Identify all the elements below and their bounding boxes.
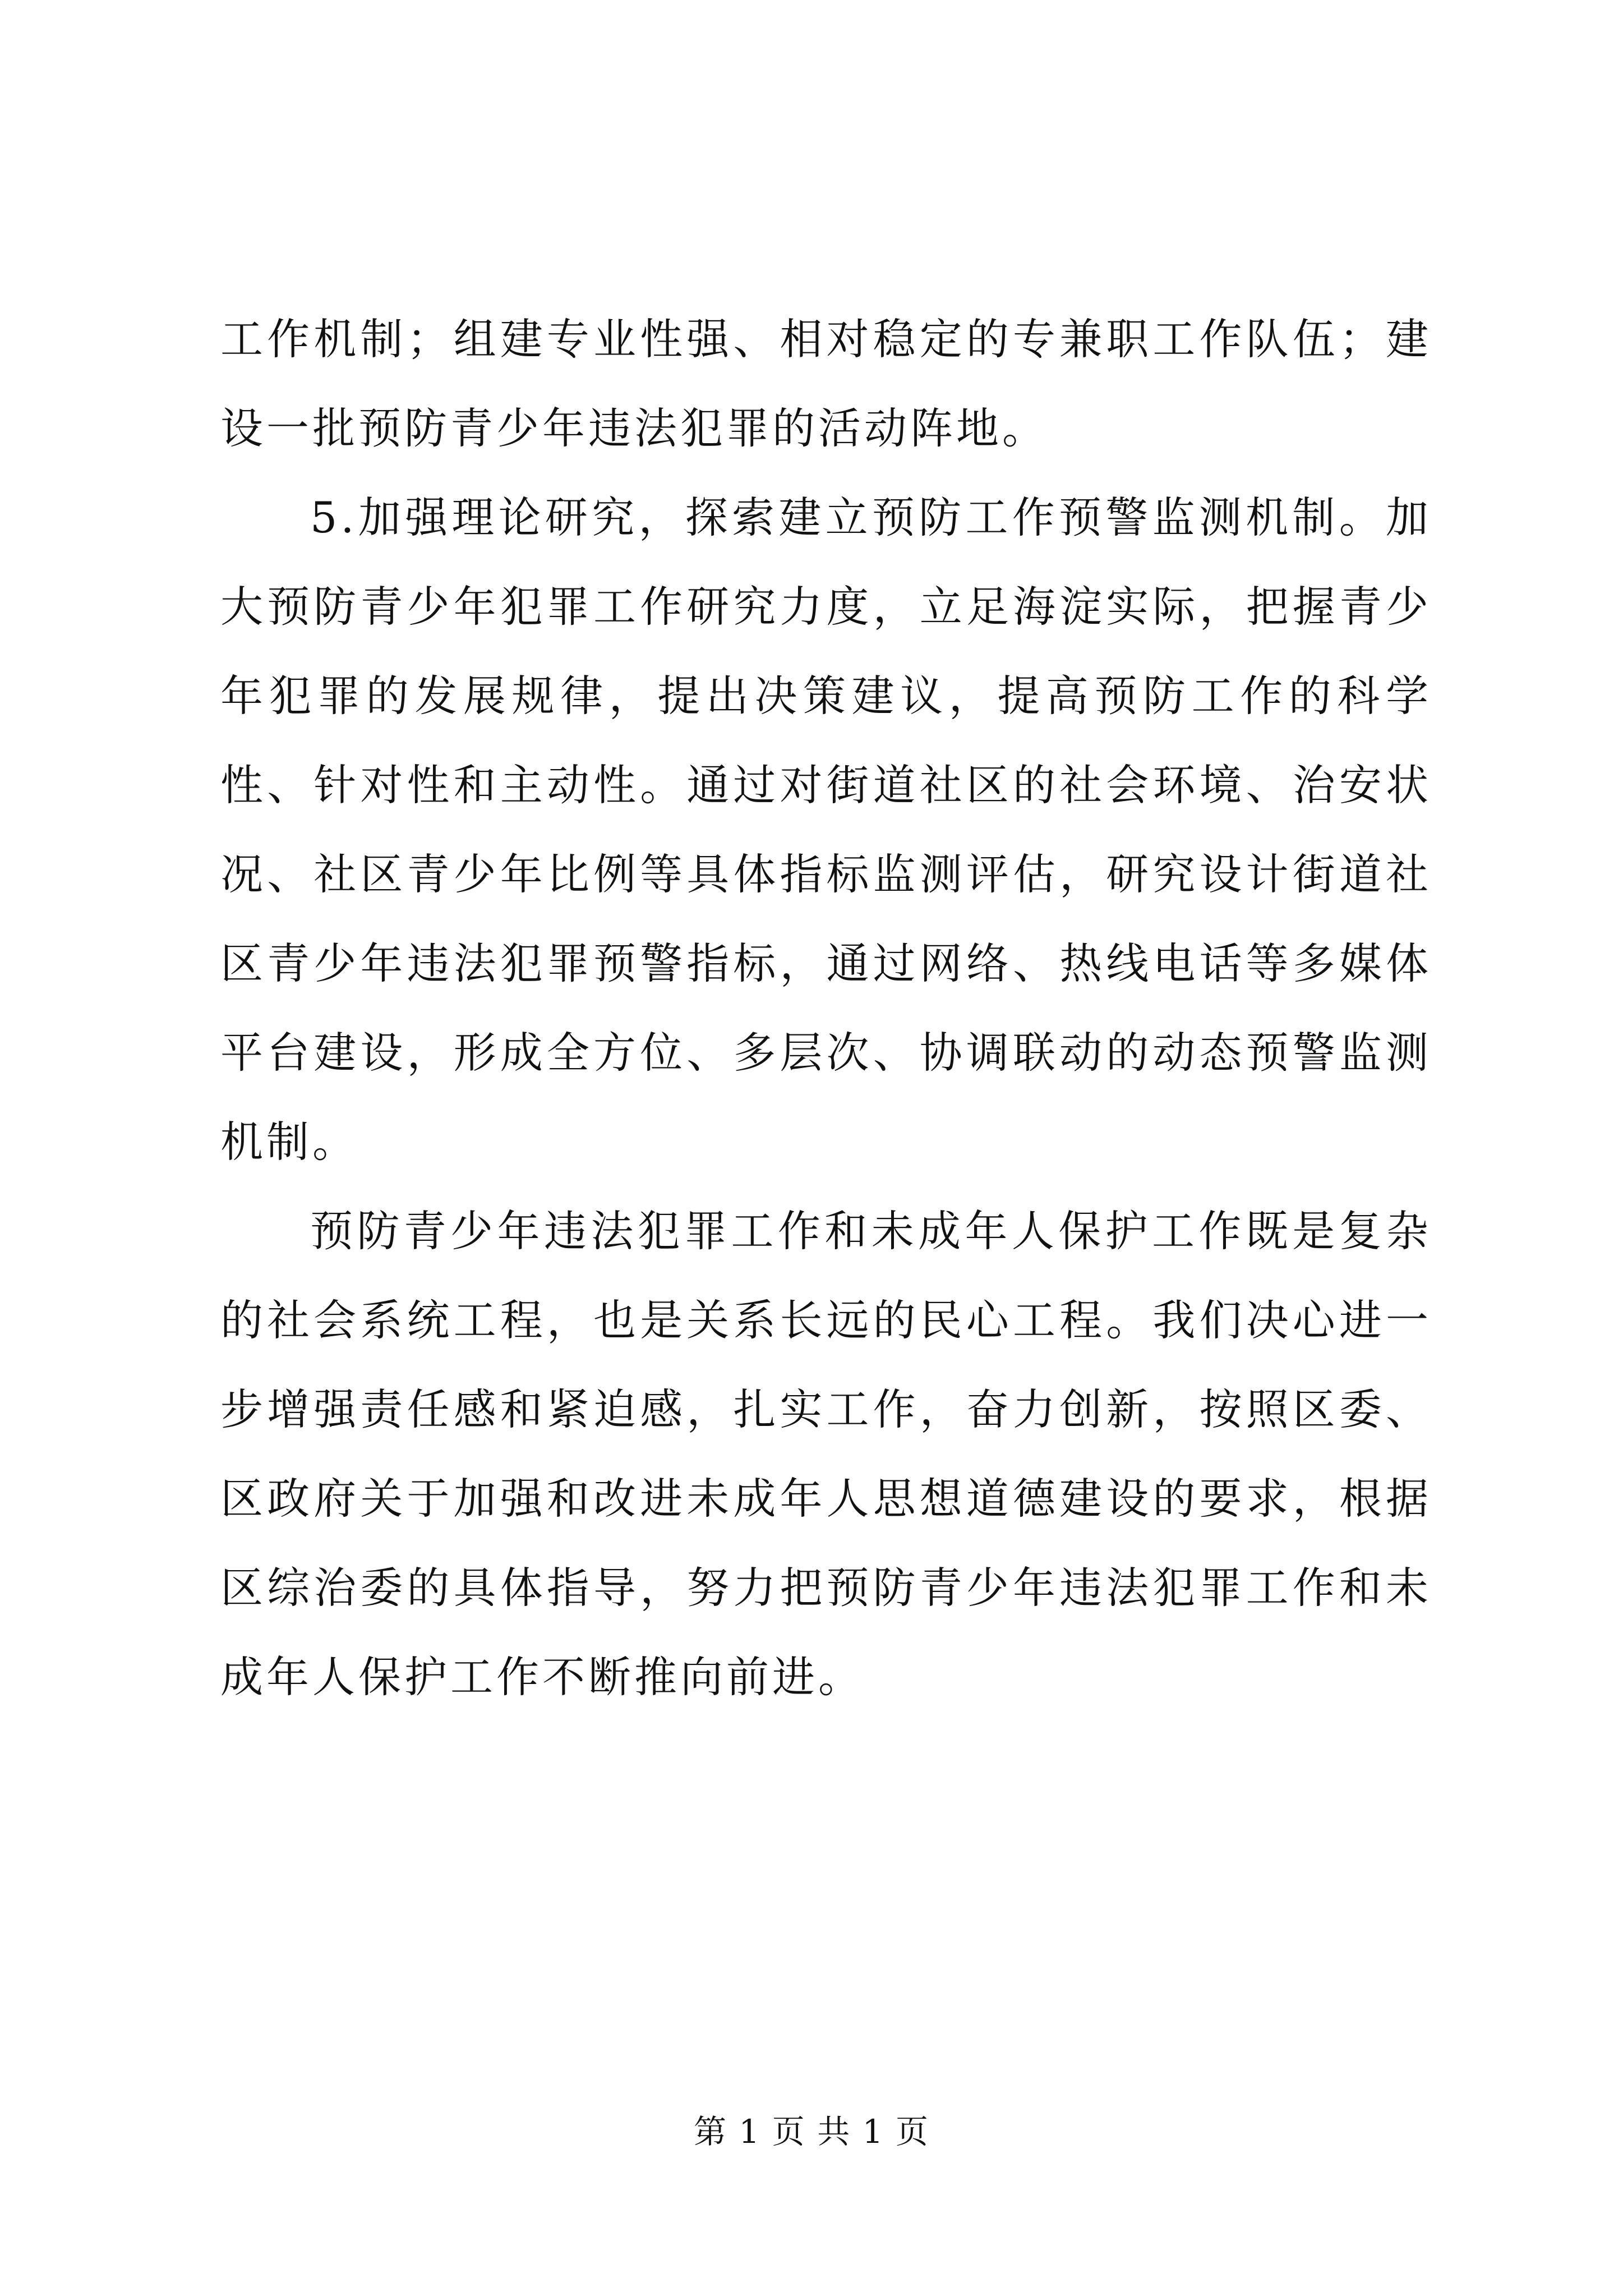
paragraph-conclusion: 预防青少年违法犯罪工作和未成年人保护工作既是复杂的社会系统工程，也是关系长远的民心工程。我们决心进一步增强责任感和紧迫感，扎实工作，奋力创新，按照区委、区政府关于加强和改进未成年人思想道德建设的要求，根据区综治委的具体指导，努力把预防青少年违法犯罪工作和未成年人保护工作不断推向前进。 <box>220 1206 1432 1702</box>
paragraph-theory-research: 5.加强理论研究，探索建立预防工作预警监测机制。加大预防青少年犯罪工作研究力度，立足海淀实际，把握青少年犯罪的发展规律，提出决策建议，提高预防工作的科学性、针对性和主动性。通过对街道社区的社会环境、治安状况、社区青少年比例等具体指标监测评估，研究设计街道社区青少年违法犯罪预警指标，通过网络、热线电话等多媒体平台建设，形成全方位、多层次、协调联动的动态预警监测机制。 <box>220 493 1432 1167</box>
paragraph-continuation: 工作机制；组建专业性强、相对稳定的专兼职工作队伍；建设一批预防青少年违法犯罪的活动阵地。 <box>220 314 1432 453</box>
document-body <box>220 295 1432 1722</box>
page-number-footer: 第 1 页 共 1 页 <box>694 2113 929 2151</box>
